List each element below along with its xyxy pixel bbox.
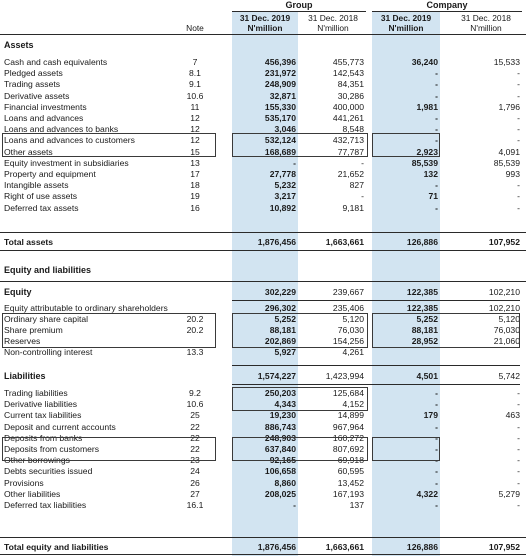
- value-group-2018: 967,964: [332, 421, 364, 432]
- liability-row: [0, 422, 526, 433]
- row-label: Equity investment in subsidiaries: [4, 157, 129, 168]
- value-group-2019: 248,903: [264, 432, 296, 443]
- value-company-2019: -: [435, 135, 438, 146]
- value-company-2019: 28,952: [411, 336, 438, 347]
- equity-breakdown-box-company: [372, 313, 520, 348]
- value-group-2019: 250,203: [264, 388, 296, 398]
- row-note: 20.2: [186, 324, 204, 335]
- value-group-2019: 248,909: [264, 79, 296, 90]
- liabilities-total-rule-bottom: [232, 384, 520, 385]
- value-group-2018: 4,152: [342, 399, 364, 410]
- row-label: Other borrowings: [4, 455, 70, 466]
- value-group-2019: 5,232: [274, 180, 296, 191]
- row-label: Non-controlling interest: [4, 347, 93, 358]
- value-company-2018: -: [517, 202, 520, 213]
- row-note: 16: [190, 202, 200, 213]
- value-company-2018: -: [517, 113, 520, 123]
- value-company-2018: 1,796: [498, 101, 520, 112]
- value-group-2019: 886,743: [264, 421, 296, 432]
- value-company-2019: -: [435, 202, 438, 213]
- liabilities-heading-row: [0, 371, 526, 382]
- value-company-2019: 36,240: [411, 57, 438, 67]
- row-label: Total equity and liabilities: [4, 542, 109, 552]
- asset-row: [0, 79, 526, 90]
- value-group-2018: 1,663,661: [325, 237, 364, 247]
- equity-heading-row: [0, 287, 526, 298]
- total-assets-row: [0, 237, 526, 248]
- value-company-2019: 71: [428, 191, 438, 202]
- row-note: 19: [190, 191, 200, 202]
- liability-row: [0, 489, 526, 500]
- col-company-2019-unit: N'million: [388, 23, 424, 33]
- value-group-2019: 32,871: [269, 90, 296, 101]
- row-label: Other liabilities: [4, 488, 61, 499]
- value-group-2018: 827: [349, 180, 364, 191]
- value-company-2019: 85,539: [411, 157, 438, 168]
- value-company-2019: -: [435, 500, 438, 510]
- value-group-2018: 125,684: [332, 388, 364, 398]
- col-group-2018-unit: N'million: [317, 23, 349, 33]
- row-label: Financial investments: [4, 101, 87, 112]
- value-company-2018: -: [517, 124, 520, 135]
- value-group-2019: 1,876,456: [257, 542, 296, 552]
- row-label: Deposits from banks: [4, 432, 83, 443]
- equity-row: [0, 303, 526, 314]
- value-company-2019: 122,385: [406, 287, 438, 297]
- total-equity-liabilities-row: [0, 542, 526, 553]
- value-company-2018: -: [517, 466, 520, 477]
- value-company-2018: 5,120: [498, 313, 520, 324]
- col-company-2018-unit: N'million: [470, 23, 502, 33]
- section-assets: [0, 40, 526, 51]
- row-note: 24: [190, 466, 200, 477]
- value-group-2018: 5,120: [342, 313, 364, 324]
- row-note: 22: [190, 432, 200, 443]
- row-note: 16.1: [186, 500, 204, 510]
- row-note: 12: [190, 113, 200, 123]
- value-company-2018: -: [517, 432, 520, 443]
- deposits-breakdown-box-left: [2, 437, 216, 461]
- row-note: 12: [190, 124, 200, 135]
- value-group-2018: -: [361, 157, 364, 168]
- row-note: 8.1: [189, 68, 201, 79]
- row-note: 13.3: [186, 347, 204, 358]
- section-heading: Liabilities: [4, 371, 46, 381]
- value-company-2019: 1,981: [416, 101, 438, 112]
- row-label: Intangible assets: [4, 180, 69, 191]
- value-company-2018: -: [517, 135, 520, 146]
- value-company-2018: 5,742: [498, 371, 520, 381]
- value-company-2018: -: [517, 455, 520, 466]
- value-group-2018: 60,595: [337, 466, 364, 477]
- row-note: 12: [190, 135, 200, 146]
- loans-breakdown-box-company: [372, 133, 440, 157]
- value-group-2018: 167,193: [332, 488, 364, 499]
- value-company-2018: -: [517, 90, 520, 101]
- asset-row: [0, 113, 526, 124]
- value-group-2018: 400,000: [332, 101, 364, 112]
- value-company-2019: -: [435, 90, 438, 101]
- row-label: Loans and advances: [4, 113, 84, 123]
- value-group-2019: 532,124: [264, 135, 296, 146]
- value-company-2018: 85,539: [493, 157, 520, 168]
- value-company-2019: -: [435, 113, 438, 123]
- note-column-header: Note: [186, 23, 204, 33]
- company-header: Company: [426, 0, 468, 10]
- asset-row: [0, 57, 526, 68]
- row-note: 13: [190, 157, 200, 168]
- row-label: Pledged assets: [4, 68, 63, 79]
- row-label: Total assets: [4, 237, 54, 247]
- value-company-2018: 107,952: [488, 237, 520, 247]
- value-company-2018: 102,210: [488, 302, 520, 313]
- value-group-2019: 535,170: [264, 113, 296, 123]
- value-group-2018: 14,899: [337, 410, 364, 421]
- value-group-2018: 1,423,994: [325, 371, 364, 381]
- row-label: Debts securities issued: [4, 466, 93, 477]
- row-note: 26: [190, 477, 200, 488]
- value-group-2018: 77,787: [337, 146, 364, 157]
- value-company-2019: -: [435, 68, 438, 79]
- value-group-2018: -: [361, 191, 364, 202]
- row-note: 11: [190, 101, 200, 112]
- row-label: Right of use assets: [4, 191, 78, 202]
- liability-row: [0, 466, 526, 477]
- value-company-2019: -: [435, 432, 438, 443]
- value-group-2019: -: [293, 157, 296, 168]
- asset-row: [0, 180, 526, 191]
- value-group-2018: 1,663,661: [325, 542, 364, 552]
- value-company-2019: 126,886: [406, 237, 438, 247]
- value-group-2018: 154,256: [332, 336, 364, 347]
- value-company-2019: 179: [423, 410, 438, 421]
- row-label: Equity attributable to ordinary shareholders: [4, 302, 168, 313]
- col-company-2018-date: 31 Dec. 2018: [461, 13, 511, 23]
- row-label: Ordinary share capital: [4, 313, 89, 324]
- value-company-2019: 122,385: [406, 302, 438, 313]
- value-company-2018: -: [517, 399, 520, 410]
- loans-breakdown-box-group: [232, 133, 368, 157]
- row-label: Deposits from customers: [4, 444, 100, 454]
- value-group-2019: 3,046: [274, 124, 296, 135]
- value-group-2019: 168,689: [264, 146, 296, 157]
- row-note: 15: [190, 146, 200, 157]
- value-group-2019: 5,927: [274, 347, 296, 358]
- liability-row: [0, 410, 526, 421]
- deposits-breakdown-box-group: [232, 437, 368, 461]
- value-company-2018: -: [517, 500, 520, 510]
- value-group-2019: 8,860: [274, 477, 296, 488]
- row-note: 22: [190, 421, 200, 432]
- value-group-2018: 235,406: [332, 302, 364, 313]
- liabilities-total-rule-top: [232, 365, 520, 366]
- value-group-2019: 231,972: [264, 68, 296, 79]
- company-header-rule: [372, 11, 522, 12]
- value-company-2019: -: [435, 444, 438, 454]
- value-group-2019: 5,252: [274, 313, 296, 324]
- row-label: Provisions: [4, 477, 44, 488]
- value-company-2019: 88,181: [411, 324, 438, 335]
- row-label: Other assets: [4, 146, 53, 157]
- value-company-2018: -: [517, 180, 520, 191]
- equity-section-rule: [0, 281, 526, 282]
- value-company-2018: 15,533: [493, 57, 520, 67]
- group-header: Group: [285, 0, 313, 10]
- asset-row: [0, 102, 526, 113]
- col-group-2019-unit: N'million: [247, 23, 283, 33]
- value-group-2018: 84,351: [337, 79, 364, 90]
- row-note: 9.2: [189, 388, 201, 398]
- row-note: 17: [190, 169, 200, 179]
- row-note: 23: [190, 455, 200, 466]
- value-group-2019: -: [293, 500, 296, 510]
- row-note: 20.2: [186, 313, 204, 324]
- value-group-2018: 21,652: [337, 169, 364, 179]
- asset-row: [0, 68, 526, 79]
- group-header-rule: [232, 11, 366, 12]
- equity-total-rule: [232, 300, 520, 301]
- row-note: 9.1: [189, 79, 201, 90]
- row-note: 10.6: [186, 399, 204, 410]
- value-group-2018: 239,667: [332, 287, 364, 297]
- value-company-2018: 5,279: [498, 488, 520, 499]
- asset-row: [0, 203, 526, 214]
- value-company-2019: -: [435, 399, 438, 410]
- total-assets-rule-bottom: [0, 250, 526, 251]
- value-group-2018: 30,286: [337, 90, 364, 101]
- value-group-2018: 76,030: [337, 324, 364, 335]
- value-company-2018: -: [517, 191, 520, 202]
- liability-row: [0, 478, 526, 489]
- value-group-2018: 807,692: [332, 444, 364, 454]
- value-company-2018: 21,060: [493, 336, 520, 347]
- value-group-2018: 9,181: [342, 202, 364, 213]
- row-note: 10.6: [186, 90, 204, 101]
- row-label: Trading liabilities: [4, 388, 68, 398]
- row-label: Derivative assets: [4, 90, 70, 101]
- row-note: 27: [190, 488, 200, 499]
- value-company-2019: -: [435, 79, 438, 90]
- col-group-2019-date: 31 Dec. 2019: [239, 13, 291, 23]
- row-label: Loans and advances to customers: [4, 135, 135, 146]
- deposits-breakdown-box-company: [372, 437, 440, 461]
- col-group-2018-date: 31 Dec. 2018: [308, 13, 358, 23]
- value-company-2019: 4,322: [416, 488, 438, 499]
- section-heading: Equity and liabilities: [4, 265, 92, 275]
- value-company-2018: -: [517, 68, 520, 79]
- value-company-2019: 132: [423, 169, 438, 179]
- header-bottom-rule: [0, 34, 526, 35]
- value-company-2019: -: [435, 466, 438, 477]
- value-company-2018: -: [517, 421, 520, 432]
- total-assets-rule-top: [0, 232, 526, 233]
- value-group-2019: 92,165: [269, 455, 296, 466]
- value-company-2019: -: [435, 388, 438, 398]
- row-label: Current tax liabilities: [4, 410, 82, 421]
- equity-breakdown-box-left: [2, 313, 216, 348]
- value-group-2019: 4,343: [274, 399, 296, 410]
- value-company-2018: -: [517, 444, 520, 454]
- value-group-2019: 88,181: [269, 324, 296, 335]
- value-group-2019: 106,658: [264, 466, 296, 477]
- value-group-2019: 637,840: [264, 444, 296, 454]
- value-company-2018: 102,210: [488, 287, 520, 297]
- trading-liab-box-group: [232, 387, 368, 411]
- value-company-2018: 463: [505, 410, 520, 421]
- value-company-2019: -: [435, 455, 438, 466]
- row-label: Share premium: [4, 324, 63, 335]
- value-company-2018: -: [517, 79, 520, 90]
- value-group-2019: 208,025: [264, 488, 296, 499]
- asset-row: [0, 158, 526, 169]
- grand-total-rule-top: [0, 537, 526, 538]
- value-company-2019: -: [435, 124, 438, 135]
- value-group-2018: 432,713: [332, 135, 364, 146]
- value-company-2019: -: [435, 477, 438, 488]
- value-group-2018: 142,543: [332, 68, 364, 79]
- value-company-2019: 5,252: [416, 313, 438, 324]
- row-label: Deposit and current accounts: [4, 421, 116, 432]
- row-label: Deferred tax assets: [4, 202, 79, 213]
- value-company-2018: 107,952: [488, 542, 520, 552]
- value-group-2018: 441,261: [332, 113, 364, 123]
- loans-breakdown-box-left: [2, 133, 216, 157]
- row-label: Loans and advances to banks: [4, 124, 119, 135]
- value-group-2019: 302,229: [264, 287, 296, 297]
- grand-total-rule-bottom: [0, 554, 526, 555]
- equity-row: [0, 347, 526, 358]
- value-company-2018: 4,091: [498, 146, 520, 157]
- value-group-2019: 3,217: [274, 191, 296, 202]
- row-note: 25: [190, 410, 200, 421]
- row-label: Derivative liabilities: [4, 399, 78, 410]
- value-group-2019: 456,396: [264, 57, 296, 67]
- value-group-2018: 69,918: [337, 455, 364, 466]
- value-company-2019: 126,886: [406, 542, 438, 552]
- value-company-2018: -: [517, 477, 520, 488]
- value-company-2018: 76,030: [493, 324, 520, 335]
- value-group-2019: 27,778: [269, 169, 296, 179]
- value-group-2018: 8,548: [342, 124, 364, 135]
- value-company-2019: -: [435, 421, 438, 432]
- section-equity-liabilities: [0, 265, 526, 276]
- value-group-2019: 202,869: [264, 336, 296, 347]
- value-group-2018: 4,261: [342, 347, 364, 358]
- value-company-2018: -: [517, 388, 520, 398]
- col-company-2019-date: 31 Dec. 2019: [380, 13, 432, 23]
- value-group-2019: 19,230: [269, 410, 296, 421]
- value-group-2019: 1,876,456: [257, 237, 296, 247]
- section-heading: Assets: [4, 40, 34, 50]
- row-note: 18: [190, 180, 200, 191]
- row-label: Property and equipment: [4, 169, 96, 179]
- value-company-2018: 993: [505, 169, 520, 179]
- row-note: 7: [192, 57, 198, 67]
- row-note: 22: [190, 444, 200, 454]
- row-label: Trading assets: [4, 79, 61, 90]
- value-group-2019: 10,892: [269, 202, 296, 213]
- equity-breakdown-box-group: [232, 313, 368, 348]
- value-group-2019: 296,302: [264, 302, 296, 313]
- row-label: Cash and cash equivalents: [4, 57, 108, 67]
- row-label: Reserves: [4, 336, 41, 347]
- value-group-2018: 137: [349, 500, 364, 510]
- value-group-2018: 160,272: [332, 432, 364, 443]
- row-label: Deferred tax liabilities: [4, 500, 87, 510]
- asset-row: [0, 91, 526, 102]
- value-company-2019: -: [435, 180, 438, 191]
- value-group-2019: 155,330: [264, 101, 296, 112]
- value-company-2019: 2,923: [416, 146, 438, 157]
- value-company-2019: 4,501: [416, 371, 438, 381]
- asset-row: [0, 191, 526, 202]
- value-group-2018: 13,452: [337, 477, 364, 488]
- liability-row: [0, 500, 526, 511]
- value-group-2018: 455,773: [332, 57, 364, 67]
- section-heading: Equity: [4, 287, 32, 297]
- asset-row: [0, 169, 526, 180]
- value-group-2019: 1,574,227: [257, 371, 296, 381]
